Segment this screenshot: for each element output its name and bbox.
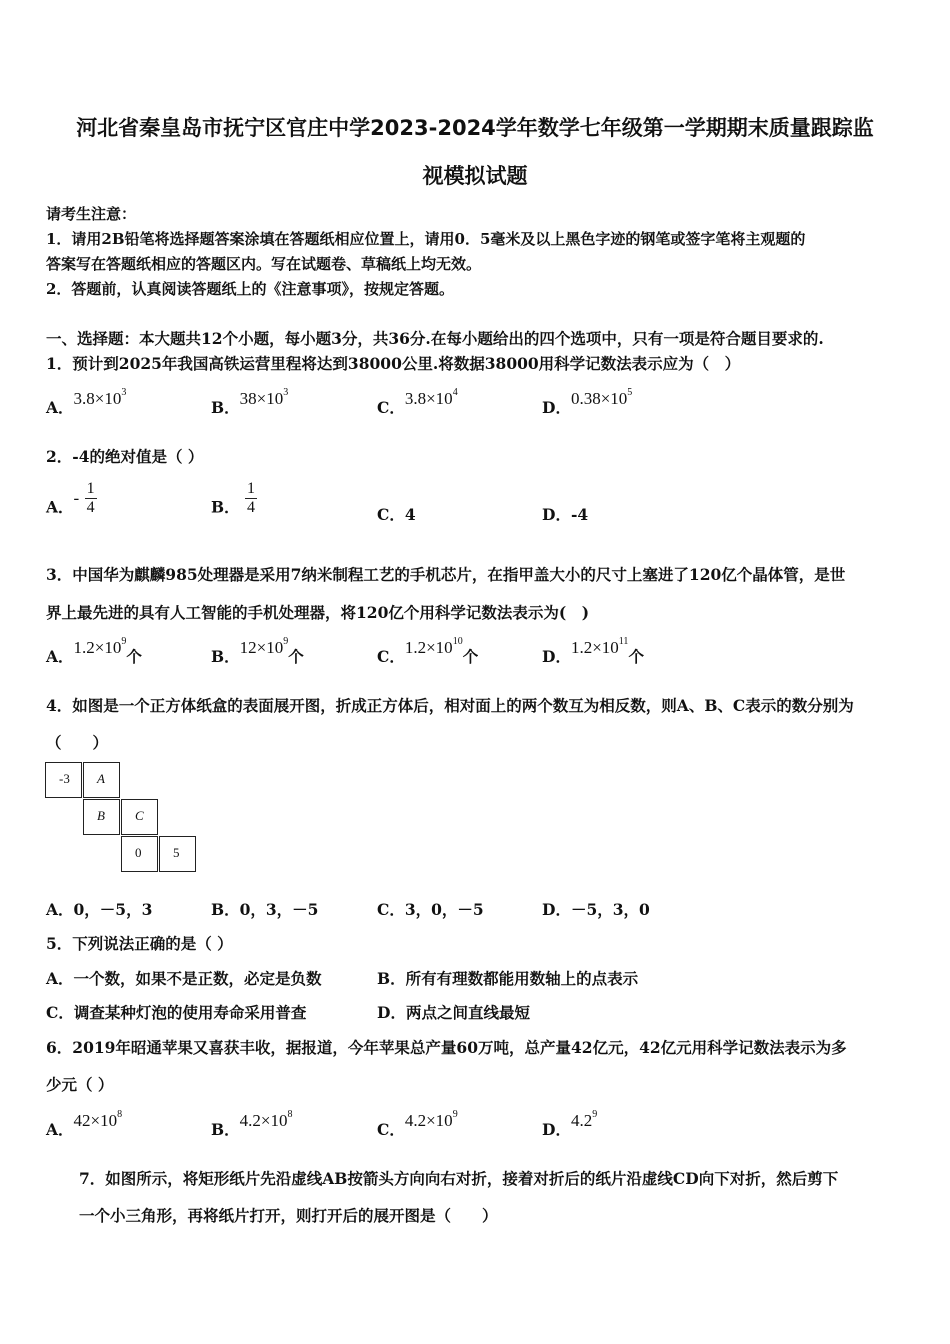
q6-option-a: A．$42\times 10^8$ xyxy=(46,1109,123,1139)
q2-option-d: D．-4 xyxy=(542,505,589,524)
q4-option-c: C．3，0，－5 xyxy=(377,900,484,919)
q3-option-c: C．$1.2\times 10^{10}$个 xyxy=(377,636,479,666)
net-cell: A xyxy=(83,762,120,798)
q3-stem-line2: 界上最先进的具有人工智能的手机处理器，将120亿个用科学记数法表示为( ) xyxy=(46,603,590,622)
q3-option-d: D．$1.2\times 10^{11}$个 xyxy=(542,636,644,666)
q1-option-b: B．$38\times 10^3$ xyxy=(211,387,289,417)
q1-option-a: A．$3.8\times 10^3$ xyxy=(46,387,127,417)
q2-stem: 2．-4的绝对值是（ ） xyxy=(46,447,204,466)
q5-option-d: D．两点之间直线最短 xyxy=(377,1003,530,1022)
net-cell: -3 xyxy=(45,762,82,798)
q6-option-b: B．$4.2\times 10^8$ xyxy=(211,1109,293,1139)
net-cell: 5 xyxy=(159,836,196,872)
net-cell: C xyxy=(121,799,158,835)
q4-stem-line2: （ ） xyxy=(46,733,109,752)
q5-option-a: A．一个数，如果不是正数，必定是负数 xyxy=(46,969,322,988)
q5-option-b: B．所有有理数都能用数轴上的点表示 xyxy=(377,969,639,988)
notice-item-1a: 1．请用2B铅笔将选择题答案涂填在答题纸相应位置上，请用0．5毫米及以上黑色字迹的钢笔或签字笔将主观题的 xyxy=(46,230,806,248)
q2-option-b: B． $\frac{1}{4}$ xyxy=(211,480,256,517)
exam-title-line1: 河北省秦皇岛市抚宁区官庄中学2023-2024学年数学七年级第一学期期末质量跟踪监 xyxy=(76,116,874,140)
q2-option-a: A．- $\frac{1}{4}$ xyxy=(46,480,95,517)
q6-stem-line1: 6．2019年昭通苹果又喜获丰收，据报道，今年苹果总产量60万吨，总产量42亿元，42亿元用科学记数法表示为多 xyxy=(46,1038,847,1057)
q4-option-a: A．0，－5，3 xyxy=(46,900,153,919)
q3-stem-line1: 3．中国华为麒麟985处理器是采用7纳米制程工艺的手机芯片，在指甲盖大小的尺寸上塞进了120亿个晶体管，是世 xyxy=(46,565,846,584)
q1-stem: 1．预计到2025年我国高铁运营里程将达到38000公里.将数据38000用科学记数法表示应为（ ） xyxy=(46,354,741,373)
q4-stem-line1: 4．如图是一个正方体纸盒的表面展开图，折成正方体后，相对面上的两个数互为相反数，则A、B、C表示的数分别为 xyxy=(46,696,854,715)
net-cell: B xyxy=(83,799,120,835)
q3-option-a: A．$1.2\times 10^9$个 xyxy=(46,636,142,666)
q7-stem-line1: 7．如图所示，将矩形纸片先沿虚线AB按箭头方向向右对折，接着对折后的纸片沿虚线CD向下对折，然后剪下 xyxy=(79,1169,839,1188)
q5-stem: 5．下列说法正确的是（ ） xyxy=(46,934,233,953)
q4-option-d: D．－5，3，0 xyxy=(542,900,650,919)
q6-option-c: C．$4.2\times 10^9$ xyxy=(377,1109,458,1139)
notice-item-1b: 答案写在答题纸相应的答题区内。写在试题卷、草稿纸上均无效。 xyxy=(46,255,482,273)
exam-title-line2: 视模拟试题 xyxy=(422,164,528,188)
notice-heading: 请考生注意： xyxy=(46,205,137,223)
net-cell: 0 xyxy=(121,836,158,872)
q6-option-d: D．$4.2^9$ xyxy=(542,1109,598,1139)
q3-option-b: B．$12\times 10^9$个 xyxy=(211,636,304,666)
q1-option-c: C．$3.8\times 10^4$ xyxy=(377,387,458,417)
q5-option-c: C．调查某种灯泡的使用寿命采用普查 xyxy=(46,1003,307,1022)
q1-option-d: D．$0.38\times 10^5$ xyxy=(542,387,633,417)
q7-stem-line2: 一个小三角形，再将纸片打开，则打开后的展开图是（ ） xyxy=(79,1206,498,1225)
section-heading: 一、选择题：本大题共12个小题，每小题3分，共36分.在每小题给出的四个选项中，只有一项是符合题目要求的. xyxy=(46,329,824,348)
q2-option-c: C．4 xyxy=(377,505,416,524)
q6-stem-line2: 少元（ ） xyxy=(46,1075,114,1094)
notice-item-2: 2．答题前，认真阅读答题纸上的《注意事项》，按规定答题。 xyxy=(46,280,454,298)
q4-option-b: B．0，3，－5 xyxy=(211,900,319,919)
